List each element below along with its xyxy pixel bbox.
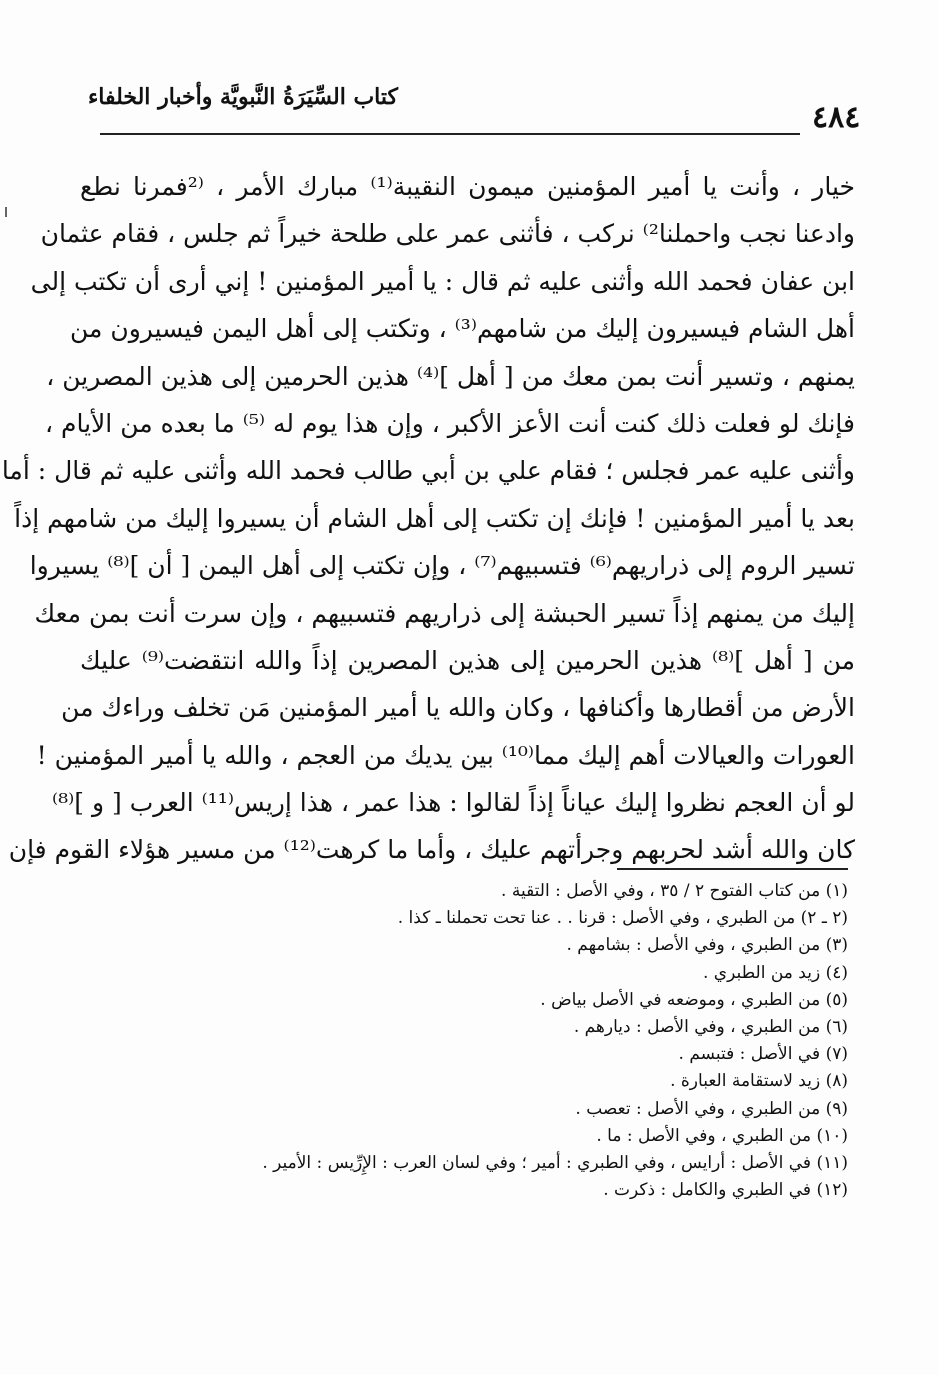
text-line: من [ أهل ]⁽⁸⁾ هذين الحرمين إلى هذين المصرين إذاً والله انتقضت⁽⁹⁾ عليك (80, 645, 855, 675)
footnote: (٦) من الطبري ، وفي الأصل : ديارهم . (573, 1016, 848, 1037)
main-text (1, 163, 855, 874)
running-header-title: كتاب السِّيَرَةُ النَّبويَّة وأخبار الخلفاء (87, 84, 398, 110)
footnote: (٤) زيد من الطبري . (702, 962, 848, 983)
footnote: (١٢) في الطبري والكامل : ذكرت . (603, 1180, 848, 1201)
footnote: (١٠) من الطبري ، وفي الأصل : ما . (596, 1125, 848, 1146)
text-line: خيار ، وأنت يا أمير المؤمنين ميمون النقيبة⁽¹⁾ مبارك الأمر ، ⁽²فمرنا نطع (80, 172, 855, 201)
text-line: الأرض من أقطارها وأكنافها ، وكان والله يا أمير المؤمنين مَن تخلف وراءك من (61, 693, 855, 723)
text-line: تسير الروم إلى ذراريهم⁽⁶⁾ فتسبيهم⁽⁷⁾ ، وإن تكتب إلى أهل اليمن [ أن ]⁽⁸⁾ يسيروا (29, 551, 855, 581)
text-line: يمنهم ، وتسير أنت بمن معك من [ أهل ]⁽⁴⁾ هذين الحرمين إلى هذين المصرين ، (46, 361, 855, 391)
text-line: فإنك لو فعلت ذلك كنت أنت الأعز الأكبر ، وإن هذا يوم له ⁽⁵⁾ ما بعده من الأيام ، (44, 408, 855, 438)
text-line: العورات والعيالات أهم إليك مما⁽¹⁰⁾ بين يديك من العجم ، والله يا أمير المؤمنين ! (36, 740, 855, 770)
footnote: (٧) في الأصل : فتبسم . (678, 1044, 848, 1065)
footnote: (٩) من الطبري ، وفي الأصل : تعصب . (575, 1098, 848, 1119)
text-line: بعد يا أمير المؤمنين ! فإنك إن تكتب إلى أهل الشام أن يسيروا إليك من شامهم إذاً (14, 503, 855, 533)
text-line: ابن عفان فحمد الله وأثنى عليه ثم قال : يا أمير المؤمنين ! إني أرى أن تكتب إلى (30, 266, 855, 296)
footnote: (١) من كتاب الفتوح ٢ / ٣٥ ، وفي الأصل : التقية . (501, 881, 848, 901)
footnote: (٣) من الطبري ، وفي الأصل : بشامهم . (566, 935, 848, 956)
footnote: (١١) في الأصل : أرايس ، وفي الطبري : أمير ؛ وفي لسان العرب : الإِرِّيس : الأمير . (262, 1152, 848, 1173)
footnote: (٨) زيد لاستقامة العبارة . (670, 1071, 848, 1092)
text-line: إليك من يمنهم إذاً تسير الحبشة إلى ذراريهم فتسبيهم ، وإن سرت أنت بمن معك (34, 598, 855, 628)
header-rule (100, 133, 800, 135)
footnotes (128, 878, 848, 1204)
page-number: ٤٨٤ (812, 100, 861, 135)
footnote-separator (617, 868, 848, 870)
text-line: وادعنا نجب واحملنا²⁾ نركب ، فأثنى عمر على طلحة خيراً ثم جلس ، فقام عثمان (40, 219, 855, 249)
footnote: (٢ ـ ٢) من الطبري ، وفي الأصل : قرنا . . عنا تحت تحملنا ـ كذا . (397, 908, 848, 929)
footnote: (٥) من الطبري ، وموضعه في الأصل بياض . (540, 989, 848, 1010)
text-line: أهل الشام فيسيرون إليك من شامهم⁽³⁾ ، وتكتب إلى أهل اليمن فيسيرون من (69, 314, 855, 344)
text-line: لو أن العجم نظروا إليك عياناً إذاً لقالوا : هذا عمر ، هذا إريس⁽¹¹⁾ العرب [ و ]⁽⁸⁾ (51, 788, 855, 818)
text-line: وأثنى عليه عمر فجلس ؛ فقام علي بن أبي طالب فحمد الله وأثنى عليه ثم قال : أما (1, 456, 855, 486)
scan-edge-mark (5, 207, 7, 217)
text-line: كان والله أشد لحربهم وجرأتهم عليك ، وأما ما كرهت⁽¹²⁾ من مسير هؤلاء القوم فإن (8, 835, 855, 865)
